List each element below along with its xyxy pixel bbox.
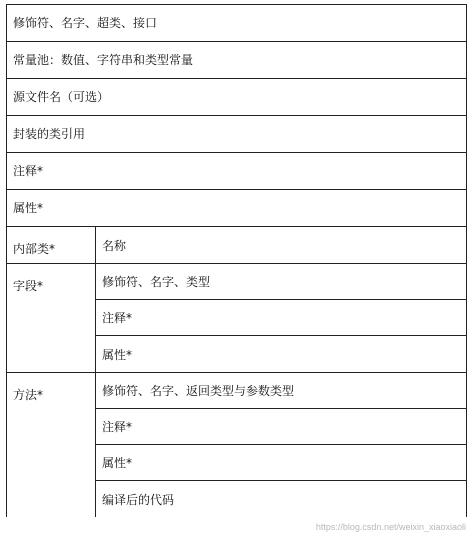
cell-enclosing-class: 封装的类引用: [13, 127, 86, 141]
group-fields: [7, 264, 467, 373]
group-item: 注释*: [96, 300, 466, 336]
watermark: https://blog.csdn.net/weixin_xiaoxiaoli: [315, 522, 466, 532]
group-label: 方法*: [7, 373, 96, 517]
cell-modifiers: 修饰符、名字、超类、接口: [13, 16, 158, 30]
group-item: 修饰符、名字、类型: [96, 264, 466, 300]
cell-constant-pool: 常量池：数值、字符串和类型常量: [13, 53, 194, 67]
cell-annotations: 注释*: [13, 164, 44, 178]
table-row: [7, 79, 467, 116]
table-row: [7, 153, 467, 190]
group-item: 编译后的代码: [102, 492, 175, 507]
group-label: 字段*: [7, 264, 96, 372]
cell-attributes: 属性*: [13, 201, 44, 215]
group-item: 名称: [102, 238, 127, 253]
class-structure-table: [6, 4, 467, 517]
group-inner-classes: [7, 227, 467, 264]
cell-source-file: 源文件名（可选）: [13, 90, 110, 104]
table-row: [7, 42, 467, 79]
group-label: 内部类*: [7, 227, 96, 263]
group-item: 属性*: [102, 347, 133, 362]
group-item: 属性*: [96, 445, 466, 481]
table-row: [7, 116, 467, 153]
group-methods: [7, 373, 467, 517]
table-row: [7, 5, 467, 42]
group-item: 注释*: [96, 409, 466, 445]
group-item: 修饰符、名字、返回类型与参数类型: [96, 373, 466, 409]
table-row: [7, 190, 467, 227]
